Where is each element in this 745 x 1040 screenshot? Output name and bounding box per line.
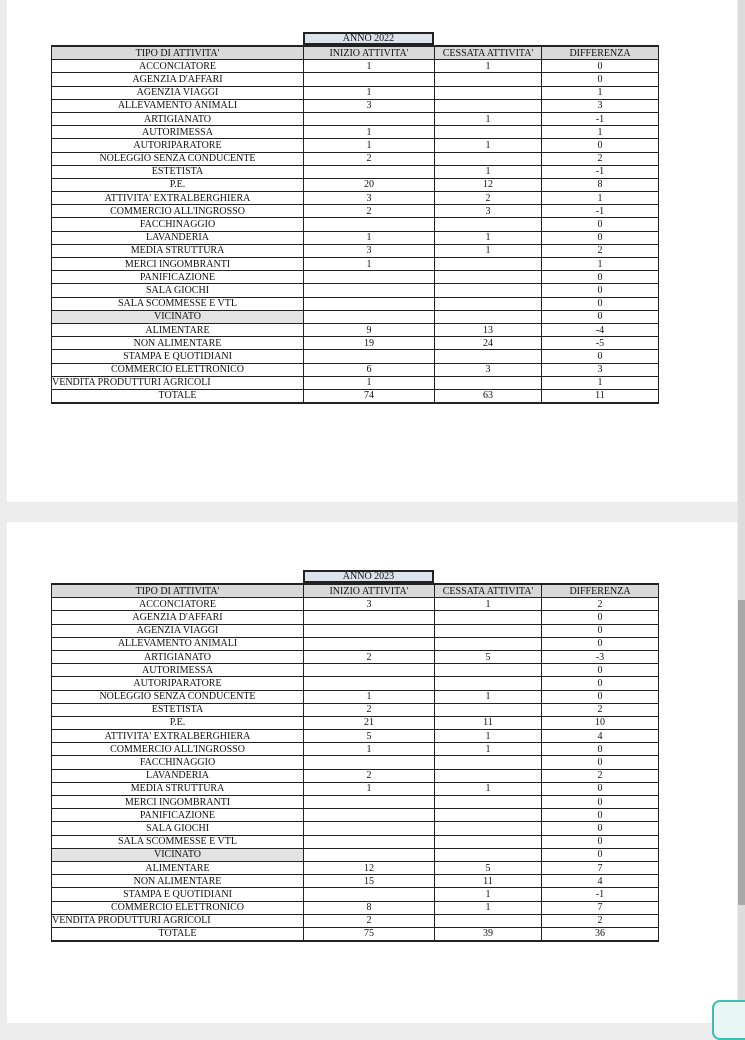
table-row [52,598,659,611]
cell-activity-type: MEDIA STRUTTURA [52,244,304,257]
cell-difference: 0 [542,231,659,244]
cell-difference: -1 [542,888,659,901]
cell-activity-type: AUTORIPARATORE [52,139,304,152]
cell-activity-type: NOLEGGIO SENZA CONDUCENTE [52,152,304,165]
cell-activity-type: FACCHINAGGIO [52,756,304,769]
cell-ceased-count: 12 [435,178,542,191]
cell-activity-type: PANIFICAZIONE [52,809,304,822]
cell-ceased-count: 2 [435,192,542,205]
table-row [52,284,659,297]
table-row [52,350,659,363]
cell-activity-type: PANIFICAZIONE [52,271,304,284]
cell-ceased-count: 13 [435,323,542,336]
cell-start-count [304,822,435,835]
cell-start-count: 74 [304,389,435,403]
cell-difference: 2 [542,769,659,782]
cell-start-count: 3 [304,244,435,257]
table-row [52,611,659,624]
cell-difference: 4 [542,875,659,888]
cell-start-count: 2 [304,650,435,663]
cell-start-count [304,297,435,310]
cell-activity-type: VICINATO [52,310,304,323]
cell-activity-type: ALIMENTARE [52,323,304,336]
cell-ceased-count [435,297,542,310]
table-header-row [52,46,659,60]
cell-ceased-count [435,822,542,835]
cell-start-count: 1 [304,258,435,271]
cell-activity-type: ALIMENTARE [52,861,304,874]
cell-activity-type: LAVANDERIA [52,769,304,782]
cell-difference: 0 [542,782,659,795]
table-row [52,363,659,376]
cell-ceased-count: 5 [435,650,542,663]
year-header: ANNO 2022 [303,32,434,45]
cell-ceased-count: 63 [435,389,542,403]
cell-difference: 0 [542,350,659,363]
cell-activity-type: VENDITA PRODUTTURI AGRICOLI [52,914,304,927]
table-row [52,716,659,729]
table-row [52,60,659,73]
cell-difference: 0 [542,848,659,861]
cell-start-count: 6 [304,363,435,376]
table-row [52,650,659,663]
cell-start-count [304,611,435,624]
cell-activity-type: SALA SCOMMESSE E VTL [52,297,304,310]
cell-ceased-count: 1 [435,231,542,244]
cell-activity-type: ARTIGIANATO [52,650,304,663]
column-header-ceased: CESSATA ATTIVITA' [435,46,542,60]
cell-activity-type: AUTORIMESSA [52,126,304,139]
cell-start-count: 2 [304,703,435,716]
cell-activity-type: ESTETISTA [52,703,304,716]
cell-difference: 0 [542,756,659,769]
scrollbar-thumb[interactable] [738,600,745,905]
cell-start-count [304,73,435,86]
cell-ceased-count: 39 [435,927,542,941]
table-row [52,690,659,703]
cell-ceased-count [435,99,542,112]
cell-ceased-count [435,611,542,624]
cell-activity-type: MEDIA STRUTTURA [52,782,304,795]
cell-ceased-count: 1 [435,112,542,125]
cell-start-count [304,677,435,690]
cell-activity-type: AGENZIA D'AFFARI [52,73,304,86]
cell-start-count [304,835,435,848]
cell-activity-type: P.E. [52,178,304,191]
cell-activity-type: AGENZIA VIAGGI [52,624,304,637]
cell-ceased-count: 1 [435,888,542,901]
cell-activity-type: FACCHINAGGIO [52,218,304,231]
cell-difference: 0 [542,73,659,86]
cell-difference: 0 [542,310,659,323]
cell-activity-type: VENDITA PRODUTTURI AGRICOLI [52,376,304,389]
cell-start-count: 1 [304,782,435,795]
cell-start-count: 2 [304,914,435,927]
cell-start-count [304,165,435,178]
cell-difference: 0 [542,284,659,297]
cell-start-count [304,796,435,809]
cell-ceased-count: 3 [435,363,542,376]
cell-ceased-count [435,796,542,809]
cell-ceased-count: 1 [435,60,542,73]
cell-start-count [304,637,435,650]
cell-difference: 36 [542,927,659,941]
cell-ceased-count [435,637,542,650]
cell-start-count: 1 [304,126,435,139]
cell-activity-type: ACCONCIATORE [52,598,304,611]
cell-difference: -1 [542,165,659,178]
table-row [52,73,659,86]
cell-start-count: 3 [304,598,435,611]
cell-difference: 2 [542,914,659,927]
cell-ceased-count [435,350,542,363]
cell-difference: 1 [542,126,659,139]
cell-ceased-count: 1 [435,743,542,756]
column-header-start: INIZIO ATTIVITA' [304,46,435,60]
cell-ceased-count [435,769,542,782]
cell-ceased-count: 1 [435,730,542,743]
cell-difference: -5 [542,337,659,350]
cell-ceased-count [435,756,542,769]
cell-start-count: 21 [304,716,435,729]
cell-difference: 0 [542,611,659,624]
cell-difference: -3 [542,650,659,663]
column-header-difference: DIFFERENZA [542,584,659,598]
cell-start-count: 1 [304,743,435,756]
cell-start-count [304,809,435,822]
cell-start-count: 1 [304,86,435,99]
cell-difference: 11 [542,389,659,403]
cell-difference: 0 [542,835,659,848]
document-page-1 [7,0,737,502]
cell-difference: 1 [542,192,659,205]
cell-start-count: 20 [304,178,435,191]
document-page-2 [7,522,737,1023]
cell-ceased-count: 1 [435,690,542,703]
cell-difference: 0 [542,637,659,650]
cell-ceased-count [435,310,542,323]
cell-start-count: 15 [304,875,435,888]
cell-start-count: 9 [304,323,435,336]
cell-ceased-count: 1 [435,782,542,795]
cell-activity-type: ALLEVAMENTO ANIMALI [52,637,304,650]
cell-ceased-count [435,914,542,927]
cell-difference: 0 [542,743,659,756]
cell-start-count [304,350,435,363]
cell-start-count [304,624,435,637]
table-row [52,99,659,112]
table-row [52,769,659,782]
cell-difference: 0 [542,809,659,822]
cell-difference: 0 [542,796,659,809]
cell-difference: 0 [542,664,659,677]
table-row [52,165,659,178]
table-row [52,205,659,218]
table-row [52,258,659,271]
cell-difference: -1 [542,205,659,218]
cell-activity-type: NON ALIMENTARE [52,337,304,350]
table-row [52,730,659,743]
cell-activity-type: COMMERCIO ALL'INGROSSO [52,205,304,218]
cell-activity-type: NOLEGGIO SENZA CONDUCENTE [52,690,304,703]
cell-activity-type: AGENZIA VIAGGI [52,86,304,99]
table-row [52,861,659,874]
cell-activity-type: P.E. [52,716,304,729]
cell-ceased-count [435,218,542,231]
table-row [52,822,659,835]
activity-table-2022 [51,45,659,404]
cell-ceased-count: 1 [435,139,542,152]
cell-ceased-count: 1 [435,244,542,257]
table-row [52,888,659,901]
table-row [52,152,659,165]
column-header-start: INIZIO ATTIVITA' [304,584,435,598]
total-row [52,389,659,403]
table-row [52,782,659,795]
cell-ceased-count [435,677,542,690]
cell-start-count: 1 [304,690,435,703]
cell-start-count: 8 [304,901,435,914]
table-row [52,178,659,191]
column-header-type: TIPO DI ATTIVITA' [52,584,304,598]
cell-start-count [304,310,435,323]
table-header-row [52,584,659,598]
table-row [52,914,659,927]
floating-action-button[interactable] [712,1000,745,1040]
cell-activity-type: AGENZIA D'AFFARI [52,611,304,624]
cell-ceased-count: 1 [435,901,542,914]
cell-start-count: 12 [304,861,435,874]
column-header-ceased: CESSATA ATTIVITA' [435,584,542,598]
cell-activity-type: ACCONCIATORE [52,60,304,73]
cell-difference: 2 [542,598,659,611]
cell-start-count [304,284,435,297]
cell-difference: 0 [542,139,659,152]
cell-start-count: 19 [304,337,435,350]
table-row [52,664,659,677]
table-row [52,901,659,914]
table-row [52,218,659,231]
cell-activity-type: STAMPA E QUOTIDIANI [52,888,304,901]
table-row [52,637,659,650]
table-row [52,376,659,389]
table-row [52,126,659,139]
cell-difference: 2 [542,152,659,165]
cell-difference: 10 [542,716,659,729]
cell-start-count [304,664,435,677]
cell-ceased-count [435,848,542,861]
cell-difference: 1 [542,258,659,271]
table-row [52,743,659,756]
cell-difference: 7 [542,901,659,914]
table-row [52,231,659,244]
table-row [52,835,659,848]
table-row [52,139,659,152]
cell-ceased-count: 11 [435,716,542,729]
cell-activity-type: MERCI INGOMBRANTI [52,796,304,809]
cell-start-count [304,112,435,125]
cell-ceased-count [435,271,542,284]
cell-start-count [304,848,435,861]
cell-ceased-count: 5 [435,861,542,874]
cell-start-count: 2 [304,152,435,165]
cell-ceased-count: 3 [435,205,542,218]
cell-ceased-count [435,152,542,165]
cell-start-count: 1 [304,231,435,244]
cell-difference: 0 [542,271,659,284]
cell-difference: 0 [542,690,659,703]
cell-ceased-count [435,624,542,637]
cell-activity-type: ESTETISTA [52,165,304,178]
cell-ceased-count [435,284,542,297]
cell-activity-type: NON ALIMENTARE [52,875,304,888]
cell-difference: -1 [542,112,659,125]
cell-difference: 0 [542,297,659,310]
cell-start-count: 3 [304,99,435,112]
cell-activity-type: ARTIGIANATO [52,112,304,125]
cell-start-count: 2 [304,769,435,782]
table-row [52,703,659,716]
cell-difference: 1 [542,86,659,99]
table-row [52,848,659,861]
table-row [52,112,659,125]
total-row [52,927,659,941]
cell-activity-type: SALA GIOCHI [52,284,304,297]
cell-ceased-count [435,376,542,389]
table-row [52,809,659,822]
cell-activity-type: COMMERCIO ALL'INGROSSO [52,743,304,756]
cell-difference: 4 [542,730,659,743]
cell-difference: 2 [542,244,659,257]
cell-difference: 2 [542,703,659,716]
cell-difference: 0 [542,624,659,637]
cell-ceased-count: 24 [435,337,542,350]
table-row [52,337,659,350]
cell-start-count: 5 [304,730,435,743]
cell-difference: 3 [542,363,659,376]
cell-activity-type: LAVANDERIA [52,231,304,244]
cell-ceased-count [435,73,542,86]
cell-start-count [304,888,435,901]
table-row [52,310,659,323]
table-row [52,323,659,336]
table-row [52,624,659,637]
cell-activity-type: SALA SCOMMESSE E VTL [52,835,304,848]
cell-start-count: 1 [304,139,435,152]
year-header: ANNO 2023 [303,570,434,583]
cell-start-count: 75 [304,927,435,941]
cell-ceased-count [435,809,542,822]
cell-activity-type: TOTALE [52,927,304,941]
cell-ceased-count: 11 [435,875,542,888]
table-row [52,796,659,809]
table-row [52,297,659,310]
cell-difference: 0 [542,218,659,231]
cell-activity-type: COMMERCIO ELETTRONICO [52,901,304,914]
table-row [52,677,659,690]
activity-table-2023 [51,583,659,942]
cell-start-count [304,218,435,231]
column-header-type: TIPO DI ATTIVITA' [52,46,304,60]
cell-start-count [304,756,435,769]
cell-activity-type: AUTORIPARATORE [52,677,304,690]
table-row [52,271,659,284]
cell-ceased-count: 1 [435,598,542,611]
cell-difference: 0 [542,822,659,835]
column-header-difference: DIFFERENZA [542,46,659,60]
table-row [52,86,659,99]
cell-activity-type: SALA GIOCHI [52,822,304,835]
cell-start-count [304,271,435,284]
cell-start-count: 1 [304,60,435,73]
table-row [52,192,659,205]
cell-activity-type: MERCI INGOMBRANTI [52,258,304,271]
cell-activity-type: VICINATO [52,848,304,861]
cell-ceased-count: 1 [435,165,542,178]
cell-difference: 0 [542,60,659,73]
cell-start-count: 1 [304,376,435,389]
cell-difference: 8 [542,178,659,191]
cell-difference: 1 [542,376,659,389]
cell-start-count: 2 [304,205,435,218]
cell-difference: -4 [542,323,659,336]
table-row [52,875,659,888]
table-row [52,244,659,257]
cell-difference: 0 [542,677,659,690]
cell-ceased-count [435,126,542,139]
cell-activity-type: COMMERCIO ELETTRONICO [52,363,304,376]
cell-activity-type: ALLEVAMENTO ANIMALI [52,99,304,112]
cell-ceased-count [435,86,542,99]
cell-difference: 3 [542,99,659,112]
table-row [52,756,659,769]
cell-ceased-count [435,258,542,271]
cell-difference: 7 [542,861,659,874]
cell-start-count: 3 [304,192,435,205]
cell-ceased-count [435,664,542,677]
cell-ceased-count [435,703,542,716]
cell-activity-type: STAMPA E QUOTIDIANI [52,350,304,363]
cell-activity-type: TOTALE [52,389,304,403]
cell-activity-type: ATTIVITA' EXTRALBERGHIERA [52,730,304,743]
cell-activity-type: ATTIVITA' EXTRALBERGHIERA [52,192,304,205]
cell-activity-type: AUTORIMESSA [52,664,304,677]
cell-ceased-count [435,835,542,848]
